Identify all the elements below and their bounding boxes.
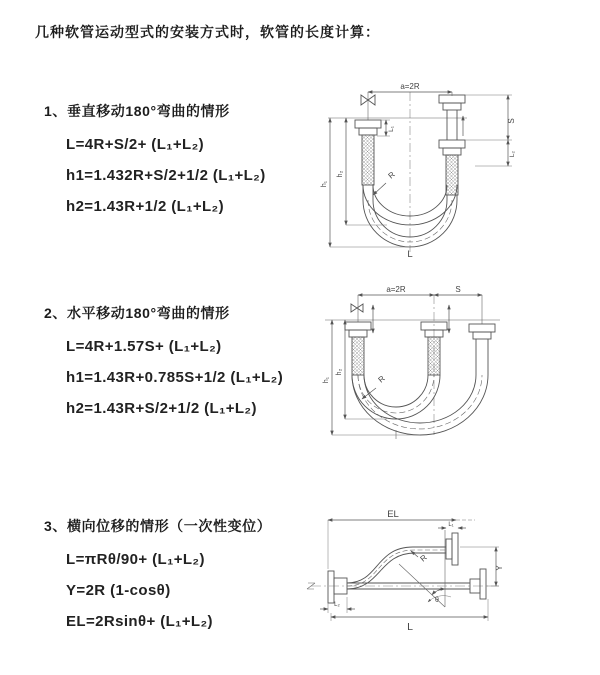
formula-h2: h2=1.43R+1/2 (L₁+L₂) [66,198,225,215]
dim-label-l2: L₂ [334,602,340,608]
page-title: 几种软管运动型式的安装方式时，软管的长度计算： [35,24,380,40]
dimensions [321,82,516,260]
dim-label-width: a=2R [400,82,420,91]
straight-pipe [347,569,486,599]
dim-label-h1: h₁ [323,376,330,384]
braided-section [362,135,374,185]
dim-label-l1: L₁ [448,522,454,528]
dim-label-el: EL [387,509,399,520]
dim-label-stroke: S [507,118,516,124]
section-1-formulas [44,129,266,222]
dim-label-h2: h₂ [337,170,344,178]
left-riser [355,92,381,200]
section-1-heading: 1、垂直移动180°弯曲的情形 [44,103,230,119]
formula-h1: h1=1.432R+S/2+1/2 (L₁+L₂) [66,167,266,184]
section-3-heading: 3、横向位移的情形（一次性变位） [44,518,272,534]
valve-symbol [351,304,363,312]
section-2-formulas [44,331,283,424]
vertical-bend-diagram [315,78,590,260]
radius-label: R [386,169,397,181]
upper-flange-hub [446,539,452,559]
dim-label-stroke: S [455,285,461,294]
formula-length: L=4R+S/2+ (L₁+L₂) [66,136,205,153]
section-horizontal-movement [44,303,283,424]
middle-riser [421,322,447,375]
formula-h1: h1=1.43R+0.785S+1/2 (L₁+L₂) [66,369,284,386]
upper-flange-plate [452,533,458,565]
section-2-heading: 2、水平移动180°弯曲的情形 [44,305,230,321]
dim-label-h1: h₁ [321,180,328,188]
dim-label-width: a=2R [386,285,406,294]
horizontal-bend-diagram [315,283,590,455]
dim-label-h2: h₂ [336,368,343,376]
hose-u-bends [352,375,488,439]
dim-label-l1: L₁ [388,126,395,132]
length-label: L [407,621,413,633]
formula-el: EL=2Rsinθ+ (L₁+L₂) [66,613,213,630]
length-label: L [407,249,413,260]
formula-h2: h2=1.43R+S/2+1/2 (L₁+L₂) [66,400,257,417]
right-riser [439,95,465,200]
theta-label: θ [435,597,439,604]
formula-length: L=4R+1.57S+ (L₁+L₂) [66,338,222,355]
right-riser [469,295,495,375]
section-lateral-displacement [44,516,271,637]
dimensions [320,509,504,633]
radius-label: R [418,552,429,564]
dim-label-y: Y [495,565,504,571]
section-3-formulas [44,544,271,637]
braided-section [428,337,440,375]
formula-y: Y=2R (1-cosθ) [66,582,171,599]
section-vertical-movement [44,101,266,222]
left-riser [345,295,371,375]
formula-length: L=πRθ/90+ (L₁+L₂) [66,551,205,568]
dim-label-l2: L₂ [509,150,516,158]
braided-section [446,155,458,195]
radius-label: R [376,373,387,385]
braided-section [352,337,364,375]
angle-construction [399,530,451,607]
lateral-displacement-diagram [303,505,513,637]
s-curve-hose [347,533,458,589]
left-flange [328,571,347,603]
